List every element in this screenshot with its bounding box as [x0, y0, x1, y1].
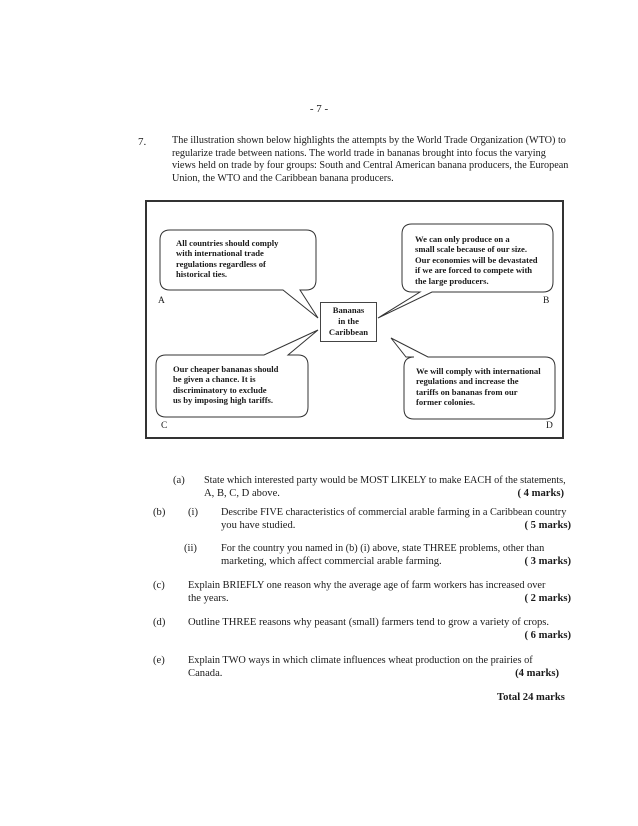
center-line-3: Caribbean — [328, 327, 369, 337]
total-marks: Total 24 marks — [497, 692, 565, 703]
part-c-line: Explain BRIEFLY one reason why the average age of farm workers has increased over — [188, 580, 546, 591]
part-b-ii-line-row — [221, 556, 571, 569]
part-c-label: (c) — [153, 580, 165, 591]
part-b-i-line: Describe FIVE characteristics of commercial arable farming in a Caribbean country — [221, 507, 567, 518]
bubble-c-line: us by imposing high tariffs. — [173, 395, 274, 406]
bubble-d-line: former colonies. — [416, 397, 476, 408]
question-intro: The illustration shown below highlights the attempts by the World Trade Organization (WTO) to regularize trade between nations. The world trade in bananas brought into focus the varying views held on trade by four groups: South and Central American banana producers, the European Union, the WTO and the Caribbean banana producers. — [172, 135, 569, 184]
center-line-2: in the — [338, 316, 359, 326]
part-d-text — [188, 617, 571, 642]
bubble-b-line: We can only produce on a — [415, 234, 510, 244]
label-b: B — [543, 296, 550, 306]
part-d-line-row — [188, 630, 571, 643]
part-b-i-line-row — [221, 520, 571, 533]
part-a-label: (a) — [173, 475, 185, 486]
bubble-c-line: be given a chance. It is — [173, 374, 256, 385]
bubble-b-line: small scale because of our size. — [415, 244, 528, 255]
part-e-line: Canada. — [188, 667, 223, 679]
part-e-marks: (4 marks) — [515, 667, 559, 679]
part-b-ii-marks: ( 3 marks) — [524, 555, 571, 567]
part-d-line: Outline THREE reasons why peasant (small) farmers tend to grow a variety of crops. — [188, 617, 550, 628]
bubble-a-line: regulations regardless of — [176, 258, 266, 269]
label-d: D — [546, 421, 553, 431]
bubble-b-text — [415, 234, 538, 286]
part-c-line-row — [188, 593, 571, 606]
bubble-a-line: with international trade — [176, 248, 264, 259]
label-c: C — [161, 421, 168, 431]
bubble-b-line: the large producers. — [415, 275, 489, 286]
part-e-label: (e) — [153, 655, 165, 666]
part-b-i-line: you have studied. — [221, 519, 296, 531]
part-d-label: (d) — [153, 617, 166, 628]
bubble-a-line: historical ties. — [176, 269, 228, 280]
part-d-marks: ( 6 marks) — [524, 629, 571, 641]
part-b-ii-text — [221, 543, 571, 568]
part-b-ii-label: (ii) — [184, 543, 197, 554]
part-b-ii-line: For the country you named in (b) (i) above, state THREE problems, other than — [221, 543, 545, 554]
part-c-text — [188, 580, 571, 605]
page-number: - 7 - — [309, 103, 329, 115]
bubble-d-line: regulations and increase the — [416, 376, 519, 387]
part-e-line: Explain TWO ways in which climate influences wheat production on the prairies of — [188, 655, 533, 666]
part-b-label: (b) — [153, 507, 166, 518]
bubble-c-line: Our cheaper bananas should — [173, 364, 279, 374]
part-b-ii-line: marketing, which affect commercial arable farming. — [221, 555, 442, 567]
part-a-text — [204, 475, 572, 500]
part-c-marks: ( 2 marks) — [524, 592, 571, 604]
bubble-c-line: discriminatory to exclude — [173, 384, 267, 395]
part-a-line: A, B, C, D above. — [204, 487, 280, 499]
bubble-b-line: if we are forced to compete with — [415, 265, 533, 276]
bubble-d-line: We will comply with international — [416, 366, 541, 376]
bubble-b-line: Our economies will be devastated — [415, 254, 538, 265]
label-a: A — [158, 296, 165, 306]
bubble-a-text — [176, 238, 278, 280]
bubble-a-line: All countries should comply — [176, 238, 279, 248]
bubble-d-line: tariffs on bananas from our — [416, 386, 518, 397]
part-e-line-row — [188, 668, 571, 681]
center-box-bananas — [320, 302, 377, 342]
part-e-text — [188, 655, 571, 680]
part-a-line-row — [204, 488, 572, 501]
part-c-line: the years. — [188, 592, 229, 604]
center-line-1: Bananas — [332, 305, 365, 315]
bubble-c-text — [173, 364, 278, 406]
bubble-d-text — [416, 366, 541, 408]
part-b-i-label: (i) — [188, 507, 198, 518]
part-b-i-marks: ( 5 marks) — [524, 519, 571, 531]
part-a-marks: ( 4 marks) — [517, 487, 564, 499]
question-number: 7. — [138, 136, 147, 148]
part-a-line: State which interested party would be MOST LIKELY to make EACH of the statements, — [204, 475, 566, 486]
part-b-i-text — [221, 507, 571, 532]
